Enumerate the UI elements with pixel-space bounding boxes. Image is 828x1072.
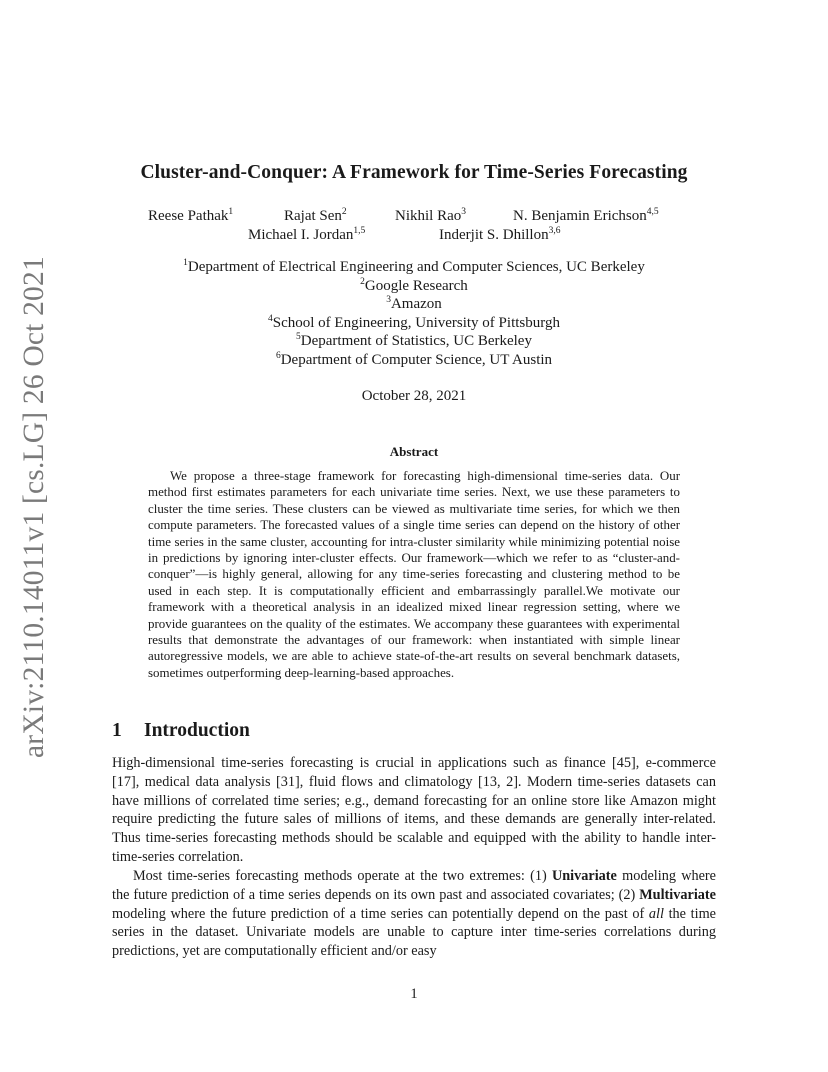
affiliation: $^3$Amazon <box>386 295 442 312</box>
section-title: Introduction <box>144 720 250 741</box>
section-heading <box>112 720 250 742</box>
abstract-text: We propose a three-stage framework for forecasting high-dimensional time-series data. Our method first estimates parameters for each univariate time series. Next, we use these parameters to cluster the time series. These clusters can be viewed as multivariate time series, for which we then compute parameters. The forecasted values of a single time series can depend on the history of other time series in the same cluster, accounting for intra-cluster similarity while minimizing potential noise in predictions by ignoring inter-cluster effects. Our framework—which we refer to as “cluster-and-conquer”—is highly general, allowing for any time-series forecasting and clustering method to be used in each step. It is computationally efficient and embarrassingly parallel.We motivate our framework with a theoretical analysis in an idealized mixed linear regression setting, where we provide guarantees on the quality of the estimates. We accompany these guarantees with experimental results that demonstrate the advantages of our framework: when instantiated with simple linear autoregressive models, we are able to achieve state-of-the-art results on several benchmark datasets, sometimes outperforming deep-learning-based approaches. <box>148 468 680 680</box>
publication-date: October 28, 2021 <box>361 388 467 404</box>
italic-term: all <box>648 905 664 922</box>
body-paragraph: High-dimensional time-series forecasting is crucial in applications such as finance [45], e-commerce [17], medical data analysis [31], fluid flows and climatology [13, 2]. Modern time-series datasets can have millions of correlated time series; e.g., demand forecasting for an online store like Amazon might require predicting the future sales of millions of items, and these demands are generally inter-related. Thus time-series forecasting methods should be scalable and equipped with the ability to handle inter-time-series correlation. <box>112 755 716 865</box>
author: Michael I. Jordan$^{1,5}$ <box>248 226 366 243</box>
author: N. Benjamin Erichson$^{4,5}$ <box>513 207 659 224</box>
author: Inderjit S. Dhillon$^{3,6}$ <box>439 226 561 243</box>
author: Rajat Sen$^2$ <box>284 207 347 224</box>
affiliation-list <box>0 258 828 369</box>
affiliation: $^6$Department of Computer Science, UT Austin <box>275 350 553 368</box>
page-number: 1 <box>410 986 418 1002</box>
bold-term: Multivariate <box>639 886 716 903</box>
affiliation: $^4$School of Engineering, University of Pittsburgh <box>268 313 560 331</box>
section-number: 1 <box>112 720 122 741</box>
abstract-heading: Abstract <box>389 444 439 459</box>
affiliation: $^5$Department of Statistics, UC Berkeley <box>296 332 532 349</box>
bold-term: Univariate <box>551 868 617 884</box>
paper-title: Cluster-and-Conquer: A Framework for Time-Series Forecasting <box>140 162 688 183</box>
affiliation: $^2$Google Research <box>360 276 468 294</box>
affiliation: $^1$Department of Electrical Engineering and Computer Sciences, UC Berkeley <box>183 258 645 275</box>
arxiv-identifier-text: arXiv:2110.14011v1 [cs.LG] 26 Oct 2021 <box>18 256 50 758</box>
body-paragraph: Most time-series forecasting methods operate at the two extremes: (1) Univariate modeling where the future prediction of a time series depends on its own past and associated covariates; (2) Multivariate modeling where the future prediction of a time series can potentially depend on the past of all the time series in the dataset. Univariate models are unable to capture inter time-series correlations during predictions, yet are computationally efficient and/or easy <box>112 868 717 960</box>
author: Nikhil Rao$^3$ <box>395 207 466 224</box>
author: Reese Pathak$^1$ <box>148 207 234 224</box>
